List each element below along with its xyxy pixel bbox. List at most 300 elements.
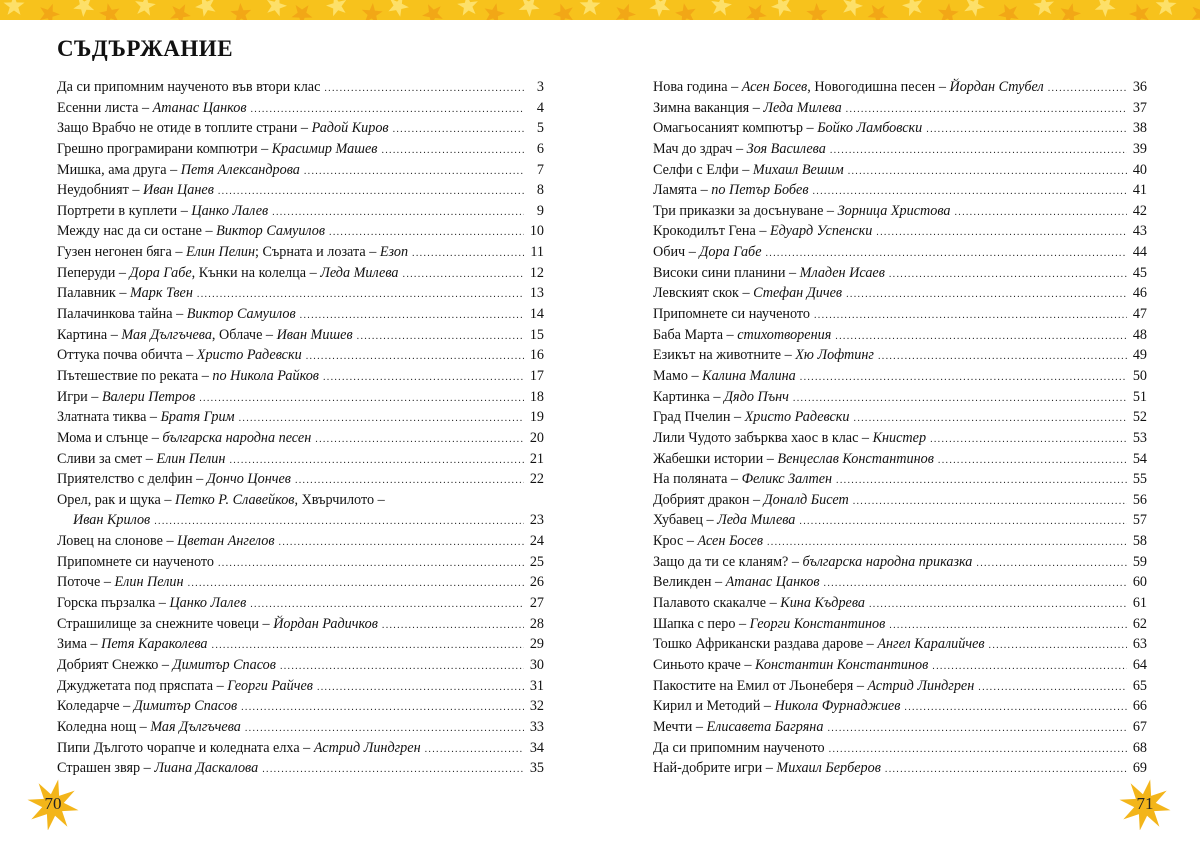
toc-entry-page: 46 (1132, 285, 1147, 302)
toc-entry-text: Палачинкова тайна – (57, 306, 187, 323)
dot-leader (280, 657, 524, 678)
toc-entry-text: Най-добрите игри – (653, 760, 777, 777)
dot-leader (412, 244, 524, 265)
toc-entry-title (57, 696, 237, 717)
toc-entry-author: Дора Габе (129, 264, 192, 281)
toc-entry-page: 4 (536, 99, 544, 116)
toc-entry-text: Мамо – (653, 367, 703, 384)
toc-entry-title (57, 160, 300, 181)
toc-entry-page: 37 (1132, 99, 1147, 116)
toc-entry-page: 50 (1132, 367, 1147, 384)
toc-entry-author: Бойко Ламбовски (817, 120, 923, 137)
toc-entry-page: 61 (1132, 595, 1147, 612)
toc-entry-text: Крос – (653, 533, 698, 550)
toc-entry-title (57, 139, 377, 160)
toc-entry-title (57, 201, 268, 222)
toc-entry-title (653, 552, 972, 573)
dot-leader (304, 162, 524, 183)
toc-entry-title (653, 180, 809, 201)
toc-entry-title (57, 428, 311, 449)
band-star-icon (135, 0, 156, 16)
band-star-icon (806, 3, 827, 20)
toc-entry-page: 53 (1132, 429, 1147, 446)
toc-entry-page: 43 (1132, 223, 1147, 240)
dot-leader (869, 595, 1127, 616)
toc-entry (653, 676, 1147, 697)
toc-entry-title (57, 180, 214, 201)
toc-entry-page: 67 (1132, 718, 1147, 735)
band-star-icon (73, 0, 94, 17)
toc-entry-text: Три приказки за досънуване – (653, 202, 838, 219)
toc-entry-title (653, 98, 842, 119)
toc-entry (653, 345, 1147, 366)
top-decorative-band (0, 0, 1200, 20)
toc-entry-text: Горска пързалка – (57, 595, 170, 612)
toc-entry-author: стихотворения (737, 326, 832, 343)
toc-entry-title (653, 717, 823, 738)
toc-entry (57, 221, 544, 242)
dot-leader (835, 327, 1127, 348)
toc-entry (57, 118, 544, 139)
band-star-icon (998, 4, 1019, 20)
toc-entry-page: 16 (529, 347, 544, 364)
toc-entry-text: Крокодилът Гена – (653, 223, 770, 240)
toc-entry-page: 45 (1132, 264, 1147, 281)
toc-entry-title (57, 717, 241, 738)
toc-entry-author: Елин Пелин (156, 450, 226, 467)
toc-entry (57, 552, 544, 573)
toc-entry-title (57, 469, 291, 490)
toc-entry-title (57, 98, 246, 119)
toc-entry-title (57, 345, 302, 366)
toc-entry-author: Дора Габе (699, 244, 762, 261)
toc-entry (653, 201, 1147, 222)
toc-entry-text: Синьото краче – (653, 656, 756, 673)
toc-entry-title (653, 139, 826, 160)
band-star-icon (1156, 0, 1177, 15)
dot-leader (813, 182, 1128, 203)
toc-entry-page: 44 (1132, 244, 1147, 261)
band-star-icon (711, 0, 732, 16)
toc-entry-text: Коледна нощ – (57, 718, 151, 735)
toc-entry (57, 738, 544, 759)
toc-entry (653, 717, 1147, 738)
toc-entry-text: Високи сини планини – (653, 264, 800, 281)
toc-entry-text: Страшен звяр – (57, 760, 155, 777)
dot-leader (199, 389, 524, 410)
toc-entry-page: 62 (1132, 615, 1147, 632)
band-star-icon (1129, 4, 1149, 21)
toc-entry-title (653, 325, 831, 346)
toc-entry-text: Зима – (57, 636, 102, 653)
toc-entry-title (653, 696, 900, 717)
toc-entry (653, 366, 1147, 387)
dot-leader (885, 760, 1127, 781)
toc-entry-text: Добрият Снежко – (57, 656, 173, 673)
band-star-icon (267, 0, 287, 16)
toc-entry-text: ; Сърната и лозата – (255, 244, 380, 261)
toc-entry-text: Ловец на слонове – (57, 533, 178, 550)
dot-leader (393, 120, 524, 141)
dot-leader (824, 574, 1127, 595)
toc-entry-title (57, 387, 195, 408)
dot-leader (926, 120, 1127, 141)
toc-entry (57, 283, 544, 304)
dot-leader (976, 554, 1127, 575)
toc-entry (57, 676, 544, 697)
toc-entry (57, 77, 544, 98)
toc-entry-page: 47 (1132, 306, 1147, 323)
toc-entry-text: Езикът на животните – (653, 347, 796, 364)
toc-entry-author: Елисавета Багряна (706, 718, 824, 735)
toc-entry-text: Да си припомним наученото във втори клас (57, 79, 321, 95)
toc-entry-page: 63 (1132, 636, 1147, 653)
toc-entry (653, 98, 1147, 119)
dot-leader (317, 678, 524, 699)
toc-entry-author: Книстер (872, 429, 927, 446)
toc-entry-page: 5 (536, 120, 544, 137)
toc-entry-text: , Кънки на колелца – (191, 264, 321, 281)
toc-entry (57, 407, 544, 428)
toc-entry (57, 139, 544, 160)
toc-entry-page: 51 (1132, 388, 1147, 405)
toc-entry-text: Припомнете си наученото (57, 553, 214, 570)
dot-leader (381, 141, 524, 162)
toc-entry-text: Великден – (653, 574, 726, 591)
toc-entry-author: Кина Къдрева (780, 595, 865, 612)
band-star-icon (649, 0, 670, 17)
toc-entry-author: Доналд Бисет (763, 491, 849, 508)
band-star-icon (457, 0, 478, 16)
toc-entry-text: Страшилище за снежните човеци – (57, 615, 274, 632)
toc-entry-text: Между нас да си остане – (57, 223, 217, 240)
dot-leader (241, 698, 524, 719)
toc-entry-author: Леда Милева (717, 512, 796, 529)
toc-entry-page: 54 (1132, 450, 1147, 467)
page-number-right (1119, 778, 1171, 830)
dot-leader (829, 740, 1127, 761)
toc-entry-title (653, 160, 844, 181)
toc-entry-text: Есенни листа – (57, 99, 153, 116)
toc-entry-text: Левският скок – (653, 285, 754, 302)
toc-entry-text: , Облаче – (211, 326, 277, 343)
toc-entry-title (653, 283, 842, 304)
toc-entry-page: 24 (529, 533, 544, 550)
toc-entry-page: 35 (529, 760, 544, 777)
toc-entry-title (653, 221, 872, 242)
toc-entry-author: Иван Мишев (276, 326, 353, 343)
toc-entry-page: 48 (1132, 326, 1147, 343)
dot-leader (930, 430, 1127, 451)
toc-entry-page: 40 (1132, 161, 1147, 178)
band-star-icon (195, 0, 215, 17)
toc-entry (57, 263, 544, 284)
toc-entry-author: Зорница Христова (837, 202, 951, 219)
toc-entry-author: Йордан Стубел (949, 79, 1044, 95)
toc-entry-title (653, 676, 974, 697)
band-star-icon (616, 4, 636, 20)
toc-entry-author: Феликс Залтен (741, 471, 833, 488)
toc-entry-author: Атанас Цанков (152, 99, 247, 116)
band-star-icon (4, 0, 25, 15)
band-star-icon (230, 3, 251, 20)
toc-entry-text: Кирил и Методий – (653, 698, 775, 715)
dot-leader (357, 327, 524, 348)
toc-entry (653, 139, 1147, 160)
toc-entry-title (57, 738, 421, 759)
toc-entry-title (653, 449, 934, 470)
dot-leader (315, 430, 524, 451)
dot-leader (766, 244, 1128, 265)
toc-entry-page: 9 (536, 202, 544, 219)
toc-entry-page: 29 (529, 636, 544, 653)
toc-entry-author: Иван Крилов (73, 512, 151, 529)
dot-leader (876, 223, 1127, 244)
page-number-right-text: 71 (1136, 794, 1154, 813)
toc-entry-page: 14 (529, 306, 544, 323)
dot-leader (767, 533, 1127, 554)
band-star-icon (746, 4, 767, 20)
band-star-icon (1192, 4, 1200, 20)
toc-entry-author: Зоя Василева (746, 140, 826, 157)
toc-entry-title (57, 676, 313, 697)
toc-entry-author: Дончо Цончев (206, 471, 291, 488)
page-number-left-text: 70 (44, 794, 62, 813)
band-star-icon (292, 5, 313, 20)
toc-entry-text: Обич – (653, 244, 700, 261)
toc-entry-author: Атанас Цанков (725, 574, 820, 591)
dot-leader (323, 368, 524, 389)
band-star-icon (326, 0, 346, 16)
toc-entry-text: Град Пчелин – (653, 409, 745, 426)
dot-leader (932, 657, 1127, 678)
dot-leader (250, 100, 524, 121)
toc-entry (57, 572, 544, 593)
toc-entry-author: Виктор Самуилов (216, 223, 326, 240)
toc-entry-title (57, 242, 408, 263)
dot-leader (239, 409, 524, 430)
band-star-icon (843, 0, 863, 16)
toc-entry-text: Тошко Африкански раздава дарове – (653, 636, 878, 653)
dot-leader (989, 636, 1127, 657)
toc-entry-author: Константин Константинов (755, 656, 929, 673)
dot-leader (382, 616, 524, 637)
toc-entry (653, 696, 1147, 717)
toc-entry-page: 22 (529, 471, 544, 488)
toc-entry (653, 449, 1147, 470)
toc-entry (653, 510, 1147, 531)
toc-entry-page: 21 (529, 450, 544, 467)
toc-entry (57, 242, 544, 263)
toc-entry-author: Калина Малина (702, 367, 796, 384)
toc-entry-page: 34 (529, 739, 544, 756)
toc-entry-text: Шапка с перо – (653, 615, 750, 632)
toc-entry (57, 696, 544, 717)
toc-entry-text: , Хвърчилото – (294, 491, 385, 508)
toc-entry-author: Братя Грим (160, 409, 235, 426)
toc-entry-title (653, 407, 850, 428)
toc-entry (57, 325, 544, 346)
toc-entry (57, 634, 544, 655)
dot-leader (853, 492, 1127, 513)
toc-entry-page: 27 (529, 595, 544, 612)
dot-leader (262, 760, 524, 781)
toc-entry-title (57, 366, 319, 387)
toc-entry-page: 31 (529, 677, 544, 694)
toc-entry-page: 57 (1132, 512, 1147, 529)
toc-entry-page: 32 (529, 698, 544, 715)
dot-leader (1048, 79, 1127, 100)
toc-entry-author: Петя Караколева (101, 636, 208, 653)
toc-entry-author: Асен Босев (741, 79, 808, 95)
dot-leader (306, 347, 524, 368)
dot-leader (938, 451, 1127, 472)
dot-leader (229, 451, 524, 472)
toc-entry (653, 634, 1147, 655)
toc-entry-author: Димитър Спасов (133, 698, 238, 715)
toc-entry-page: 60 (1132, 574, 1147, 591)
dot-leader (854, 409, 1127, 430)
page-number-left (27, 778, 79, 830)
dot-leader (212, 636, 524, 657)
toc-entry-title (653, 263, 885, 284)
toc-entry-text: Омагьосаният компютър – (653, 120, 818, 137)
toc-entry-page: 42 (1132, 202, 1147, 219)
toc-entry-title (57, 263, 399, 284)
dot-leader (830, 141, 1127, 162)
toc-entry-page: 12 (529, 264, 544, 281)
toc-entry-author: Михаил Берберов (776, 760, 881, 777)
toc-entry-author: Христо Радевски (196, 347, 302, 364)
toc-entry-author: Венцеслав Константинов (777, 450, 934, 467)
toc-entry-page: 65 (1132, 677, 1147, 694)
toc-entry-page: 56 (1132, 491, 1147, 508)
band-star-icon (553, 4, 573, 20)
toc-entry-title (57, 221, 325, 242)
toc-entry-page: 33 (529, 718, 544, 735)
dot-leader (218, 182, 524, 203)
toc-entry-page: 7 (536, 161, 544, 178)
dot-leader (800, 368, 1127, 389)
toc-entry-title (653, 614, 885, 635)
toc-entry (653, 428, 1147, 449)
toc-entry-author: Цветан Ангелов (177, 533, 275, 550)
toc-entry-author: Георги Константинов (749, 615, 886, 632)
toc-entry-title (653, 469, 832, 490)
toc-entry-title (653, 593, 865, 614)
band-stars (0, 0, 1200, 20)
toc-entry-title (57, 77, 320, 98)
toc-entry (57, 345, 544, 366)
toc-entry-author: Петко Р. Славейков (174, 491, 295, 508)
band-star-icon (170, 4, 191, 20)
dot-leader (836, 471, 1127, 492)
toc-entry (57, 469, 544, 490)
toc-entry (653, 407, 1147, 428)
toc-entry-page: 28 (529, 615, 544, 632)
toc-entry-author: Виктор Самуилов (186, 306, 296, 323)
toc-entry (653, 572, 1147, 593)
toc-entry (653, 304, 1147, 325)
toc-entry (57, 366, 544, 387)
toc-entry-text: Мома и слънце – (57, 429, 163, 446)
toc-entry-title (653, 345, 874, 366)
dot-leader (889, 265, 1127, 286)
toc-entry (57, 449, 544, 470)
toc-entry-title (653, 738, 825, 759)
toc-entry-title (57, 283, 193, 304)
band-star-icon (362, 3, 383, 20)
toc-entry (653, 758, 1147, 779)
toc-entry-title (57, 407, 235, 428)
dot-leader (954, 203, 1127, 224)
dot-leader (295, 471, 524, 492)
toc-entry-title (57, 634, 208, 655)
toc-entry-page: 69 (1132, 760, 1147, 777)
toc-right-column (653, 77, 1147, 779)
band-star-icon (771, 0, 791, 17)
toc-entry (57, 655, 544, 676)
toc-entry-author: Марк Твен (130, 285, 193, 302)
toc-entry-author: Никола Фурнаджиев (774, 698, 901, 715)
toc-entry-title (653, 366, 796, 387)
toc-entry-text: Коледарче – (57, 698, 134, 715)
toc-entry-text: Приятелство с делфин – (57, 471, 207, 488)
toc-entry-text: Грешно програмирани компютри – (57, 140, 272, 157)
band-star-icon (1033, 0, 1054, 16)
toc-entry-author: Елин Пелин (185, 244, 256, 261)
dot-leader (218, 554, 524, 575)
dot-leader (846, 285, 1127, 306)
dot-leader (250, 595, 524, 616)
toc-entry-page: 52 (1132, 409, 1147, 426)
toc-entry-author: Радой Киров (311, 120, 389, 137)
toc-entry-page: 6 (536, 140, 544, 157)
toc-entry-page: 64 (1132, 656, 1147, 673)
toc-entry-author: Петя Александрова (180, 161, 300, 178)
toc-entry (653, 593, 1147, 614)
toc-entry (653, 490, 1147, 511)
toc-entry (57, 758, 544, 779)
toc-entry-text: Пътешествие по реката – (57, 367, 213, 384)
band-star-icon (99, 3, 119, 20)
toc-entry (653, 77, 1147, 98)
toc-entry-page: 11 (530, 244, 544, 261)
toc-entry (57, 490, 544, 511)
toc-entry-author: Стефан Дичев (753, 285, 843, 302)
toc-entry-text: Оттука почва обичта – (57, 347, 197, 364)
toc-entry (57, 201, 544, 222)
toc-entry-page: 38 (1132, 120, 1147, 137)
toc-entry-title (653, 77, 1044, 98)
toc-entry (57, 180, 544, 201)
toc-entry-page: 23 (529, 512, 544, 529)
toc-entry-page: 66 (1132, 698, 1147, 715)
toc-entry (57, 614, 544, 635)
toc-entry-page: 3 (536, 79, 544, 95)
band-star-icon (964, 0, 985, 17)
band-star-icon (868, 5, 889, 20)
toc-entry-author: Едуард Успенски (769, 223, 873, 240)
toc-entry (57, 428, 544, 449)
toc-entry-text: Картина – (57, 326, 122, 343)
band-star-icon (1095, 0, 1116, 17)
toc-entry-text: Мечти – (653, 718, 707, 735)
dot-leader (846, 100, 1127, 121)
toc-entry-author: Димитър Спасов (172, 656, 276, 673)
toc-entry-title (57, 572, 184, 593)
toc-entry-title (653, 634, 985, 655)
